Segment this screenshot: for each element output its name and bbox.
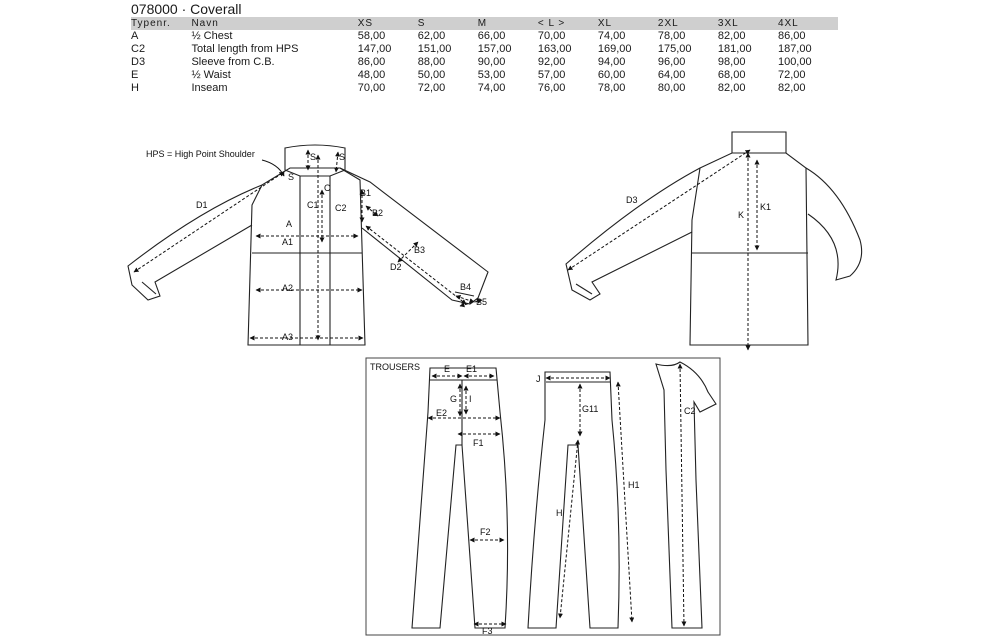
label-e2: E2 [436, 408, 448, 418]
table-cell: 76,00 [537, 82, 566, 94]
table-cell: 78,00 [597, 82, 626, 94]
header-xl: XL [598, 17, 658, 30]
table-cell: 92,00 [537, 56, 566, 68]
label-b3: B3 [414, 245, 426, 255]
label-b2: B2 [372, 208, 384, 218]
table-cell: ½ Chest [191, 30, 233, 42]
table-cell: 82,00 [717, 82, 746, 94]
label-s: S [310, 152, 317, 162]
back-jacket-measurements [568, 150, 757, 350]
header-3xl: 3XL [718, 17, 778, 30]
header-s: S [418, 17, 478, 30]
header-typenr: Typenr. [131, 17, 191, 30]
table-cell: A [131, 30, 139, 42]
header-navn: Navn [191, 17, 357, 30]
label-h1: H1 [628, 480, 640, 490]
header-xs: XS [358, 17, 418, 30]
label-f2: F2 [480, 527, 491, 537]
table-cell: D3 [131, 56, 146, 68]
label-s: S [339, 152, 346, 162]
label-k: K [738, 210, 745, 220]
table-cell: 64,00 [657, 69, 686, 81]
label-a2: A2 [282, 283, 294, 293]
label-a1: A1 [282, 237, 294, 247]
table-cell: Inseam [191, 82, 228, 94]
table-cell: E [131, 69, 139, 81]
table-cell: 70,00 [537, 30, 566, 42]
back-jacket-diagram [566, 132, 862, 345]
header-m: M [478, 17, 538, 30]
coverall-side-measurements [680, 364, 684, 626]
table-cell: 80,00 [657, 82, 686, 94]
label-a3: A3 [282, 332, 294, 342]
label-s: S [288, 172, 295, 182]
front-jacket-measurements [134, 150, 482, 340]
table-cell: 88,00 [417, 56, 446, 68]
label-e1: E1 [466, 364, 478, 374]
header-l: < L > [538, 17, 598, 30]
trousers-title: TROUSERS [370, 362, 421, 372]
label-b5: B5 [476, 297, 488, 307]
label-g: G [450, 394, 458, 404]
table-cell: 169,00 [597, 43, 632, 55]
front-jacket-diagram [128, 145, 488, 345]
label-a: A [286, 219, 293, 229]
table-cell: 70,00 [357, 82, 386, 94]
table-cell: 62,00 [417, 30, 446, 42]
table-cell: 187,00 [777, 43, 812, 55]
label-c1: C1 [307, 200, 319, 210]
table-cell: 58,00 [357, 30, 386, 42]
table-cell: 151,00 [417, 43, 452, 55]
coverall-side-diagram [656, 362, 716, 628]
table-cell: 74,00 [477, 82, 506, 94]
label-i: I [469, 394, 472, 404]
label-b1: B1 [360, 188, 372, 198]
label-d1: D1 [196, 200, 208, 210]
table-cell: 181,00 [717, 43, 752, 55]
table-cell: 82,00 [777, 82, 806, 94]
table-cell: 66,00 [477, 30, 506, 42]
table-cell: 50,00 [417, 69, 446, 81]
table-cell: 163,00 [537, 43, 572, 55]
header-4xl: 4XL [778, 17, 838, 30]
table-cell: C2 [131, 43, 146, 55]
table-cell: 86,00 [357, 56, 386, 68]
table-cell: 48,00 [357, 69, 386, 81]
hps-note: HPS = High Point Shoulder [146, 149, 255, 159]
label-f1: F1 [473, 438, 484, 448]
table-cell: 68,00 [717, 69, 746, 81]
label-h: H [556, 508, 563, 518]
table-cell: 94,00 [597, 56, 626, 68]
label-f3: F3 [482, 626, 493, 636]
table-cell: 78,00 [657, 30, 686, 42]
table-cell: 72,00 [777, 69, 806, 81]
table-cell: ½ Waist [191, 69, 231, 81]
table-cell: 74,00 [597, 30, 626, 42]
header-2xl: 2XL [658, 17, 718, 30]
label-c: C [324, 183, 331, 193]
label-d2: D2 [390, 262, 402, 272]
table-cell: Sleeve from C.B. [191, 56, 275, 68]
table-cell: 100,00 [777, 56, 812, 68]
table-cell: 98,00 [717, 56, 746, 68]
label-g11: G11 [582, 404, 599, 414]
table-cell: H [131, 82, 139, 94]
table-cell: 60,00 [597, 69, 626, 81]
table-cell: 82,00 [717, 30, 746, 42]
table-cell: 57,00 [537, 69, 566, 81]
label-e: E [444, 364, 451, 374]
label-d3: D3 [626, 195, 638, 205]
label-c2: C2 [335, 203, 347, 213]
label-b4: B4 [460, 282, 472, 292]
label-c2: C2 [684, 406, 696, 416]
table-cell: Total length from HPS [191, 43, 299, 55]
table-cell: 147,00 [357, 43, 392, 55]
table-cell: 157,00 [477, 43, 512, 55]
table-cell: 86,00 [777, 30, 806, 42]
trousers-side-diagram [528, 372, 619, 628]
document-title: 078000 · Coverall [131, 1, 242, 17]
table-cell: 96,00 [657, 56, 686, 68]
table-cell: 72,00 [417, 82, 446, 94]
label-k1: K1 [760, 202, 772, 212]
table-cell: 53,00 [477, 69, 506, 81]
table-cell: 90,00 [477, 56, 506, 68]
table-cell: 175,00 [657, 43, 692, 55]
label-j: J [536, 374, 541, 384]
